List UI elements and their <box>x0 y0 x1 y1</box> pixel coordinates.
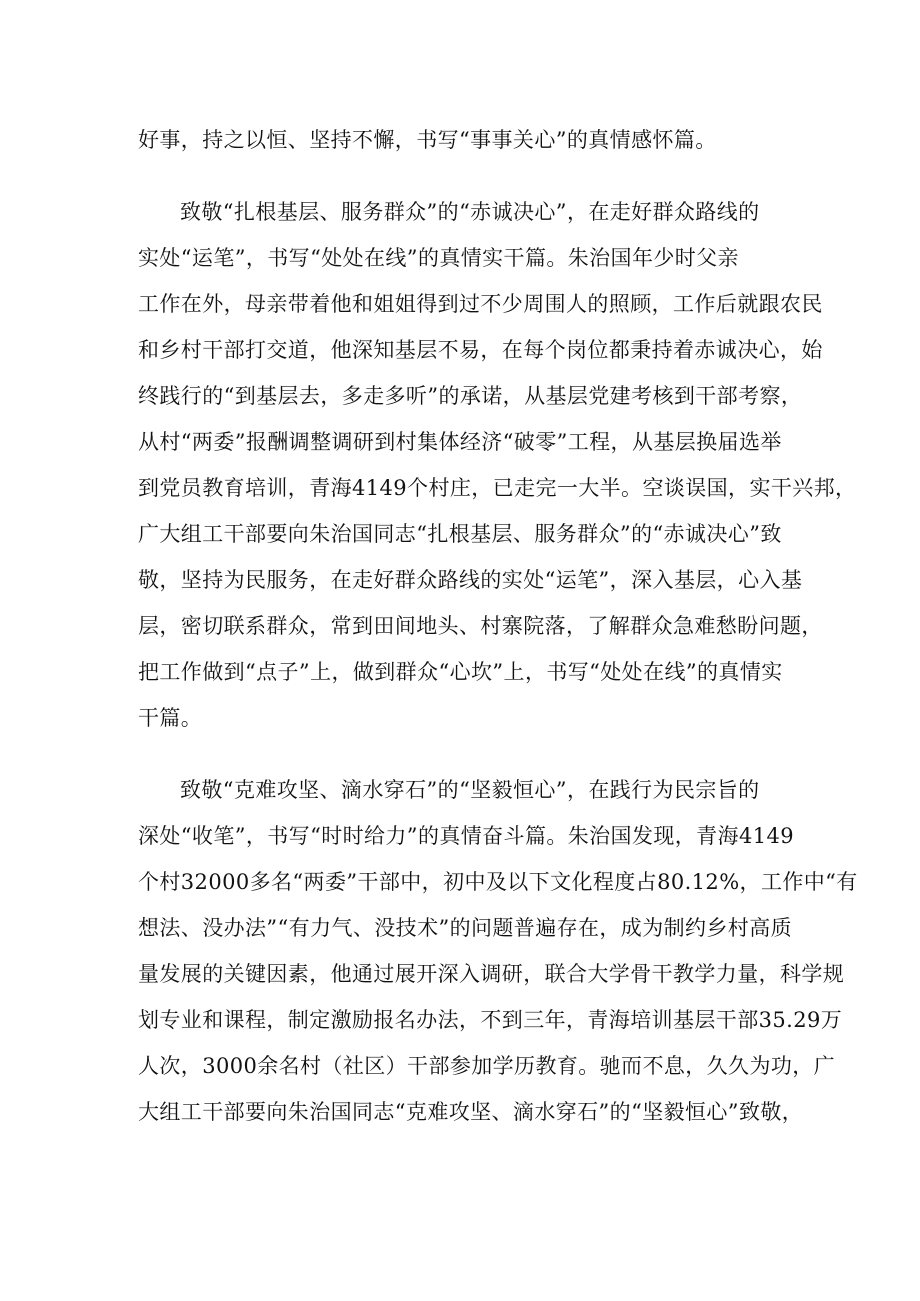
paragraph-2-line-3: 工作在外，母亲带着他和姐姐得到过不少周围人的照顾，工作后就跟农民 <box>138 292 823 316</box>
paragraph-3-line-6: 划专业和课程，制定激励报名办法，不到三年，青海培训基层干部35.29万 <box>138 1008 843 1032</box>
paragraph-3-line-2: 深处“收笔”，书写“时时给力”的真情奋斗篇。朱治国发现，青海4149 <box>138 824 794 848</box>
paragraph-2-line-11: 把工作做到“点子”上，做到群众“心坎”上，书写“处处在线”的真情实 <box>138 660 783 684</box>
paragraph-3-line-7: 人次，3000余名村（社区）干部参加学历教育。驰而不息，久久为功，广 <box>138 1054 836 1078</box>
paragraph-3-line-1: 致敬“克难攻坚、滴水穿石”的“坚毅恒心”，在践行为民宗旨的 <box>180 778 760 802</box>
paragraph-2-line-7: 到党员教育培训，青海4149个村庄，已走完一大半。空谈误国，实干兴邦， <box>138 476 857 500</box>
paragraph-3-line-3: 个村32000多名“两委”干部中，初中及以下文化程度占80.12%，工作中“有 <box>138 870 858 894</box>
paragraph-1-line-1: 好事，持之以恒、坚持不懈，书写“事事关心”的真情感怀篇。 <box>138 128 717 152</box>
paragraph-2-line-4: 和乡村干部打交道，他深知基层不易，在每个岗位都秉持着赤诚决心，始 <box>138 338 823 362</box>
paragraph-2-line-12: 干篇。 <box>138 706 203 730</box>
paragraph-2-line-8: 广大组工干部要向朱治国同志“扎根基层、服务群众”的“赤诚决心”致 <box>138 522 782 546</box>
paragraph-3-line-4: 想法、没办法”“有力气、没技术”的问题普遍存在，成为制约乡村高质 <box>138 916 793 940</box>
paragraph-2-line-9: 敬，坚持为民服务，在走好群众路线的实处“运笔”，深入基层，心入基 <box>138 568 803 592</box>
paragraph-3-line-5: 量发展的关键因素，他通过展开深入调研，联合大学骨干教学力量，科学规 <box>138 962 845 986</box>
paragraph-2-line-2: 实处“运笔”，书写“处处在线”的真情实干篇。朱治国年少时父亲 <box>138 246 739 270</box>
paragraph-2-line-10: 层，密切联系群众，常到田间地头、村寨院落，了解群众急难愁盼问题， <box>138 614 823 638</box>
paragraph-2-line-6: 从村“两委”报酬调整调研到村集体经济“破零”工程，从基层换届选举 <box>138 430 782 454</box>
paragraph-2-line-5: 终践行的“到基层去，多走多听”的承诺，从基层党建考核到干部考察， <box>138 384 803 408</box>
paragraph-2-line-1: 致敬“扎根基层、服务群众”的“赤诚决心”，在走好群众路线的 <box>180 200 760 224</box>
paragraph-3-line-8: 大组工干部要向朱治国同志“克难攻坚、滴水穿石”的“坚毅恒心”致敬， <box>138 1100 804 1124</box>
